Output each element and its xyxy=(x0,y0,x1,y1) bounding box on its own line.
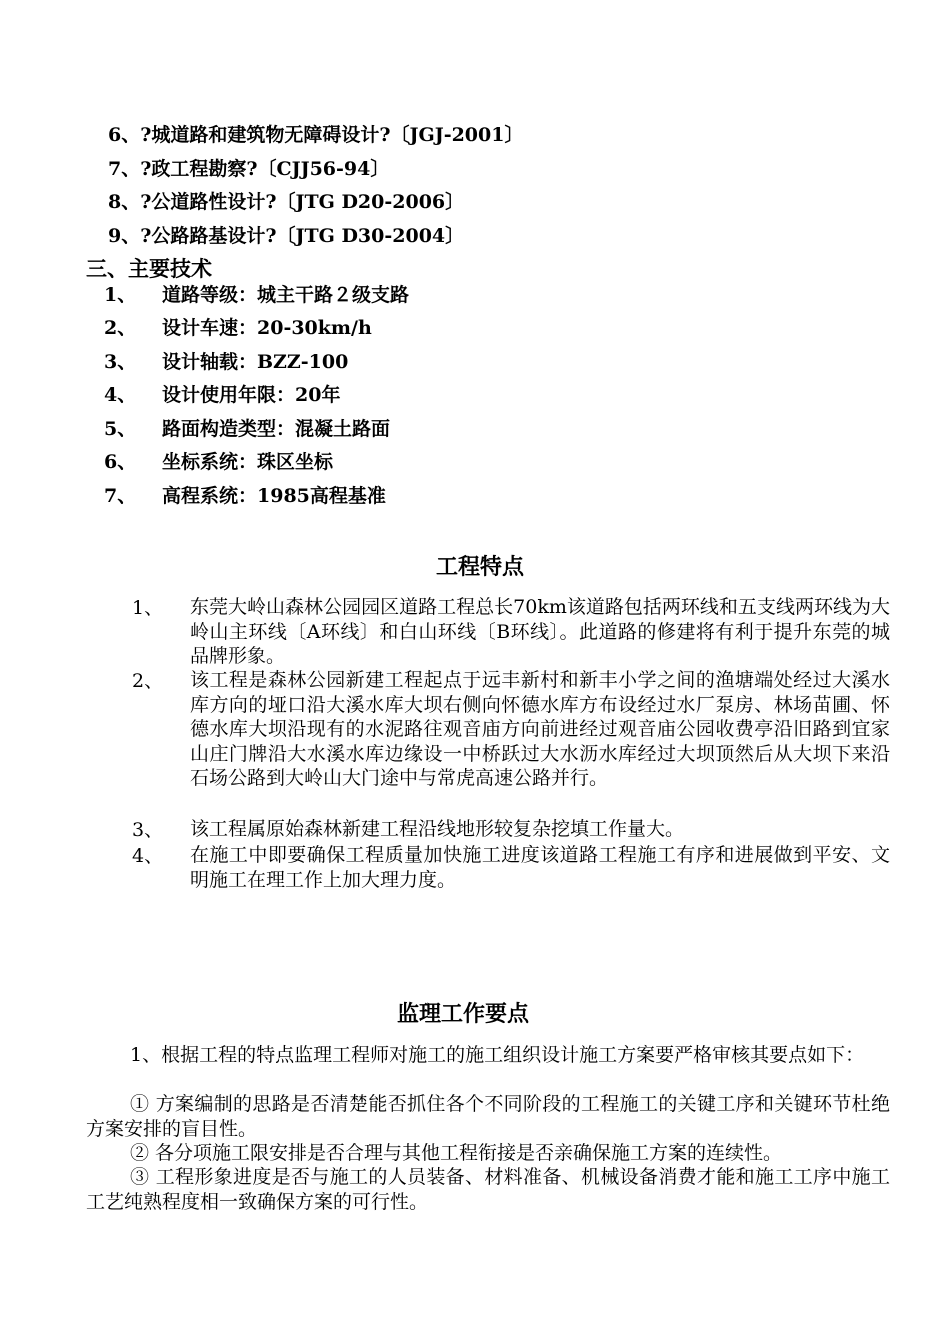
feature-item-number: 1、 xyxy=(132,597,164,619)
feature-item-number: 4、 xyxy=(132,845,164,867)
feature-item-number: 2、 xyxy=(132,670,164,692)
tech-item-text: 坐标系统：珠区坐标 xyxy=(162,451,334,473)
tech-item-number: 3、 xyxy=(104,351,137,373)
supervision-paragraph: 1、根据工程的特点监理工程师对施工的施工组织设计施工方案要严格审核其要点如下： xyxy=(130,1044,865,1066)
feature-item-number: 3、 xyxy=(132,819,164,841)
feature-item-text: 该工程属原始森林新建工程沿线地形较复杂挖填工作量大。 xyxy=(190,818,685,840)
feature-item-text: 在施工中即要确保工程质量加快施工进度该道路工程施工有序和进展做到平安、文明施工在理工作上加大理力度。 xyxy=(190,844,890,891)
reference-item: 9、?公路路基设计?〔JTG D30-2004〕 xyxy=(108,225,465,247)
tech-section-title: 三、主要技术 xyxy=(86,256,212,281)
reference-item: 6、?城道路和建筑物无障碍设计?〔JGJ-2001〕 xyxy=(108,124,524,146)
tech-item-number: 6、 xyxy=(104,451,137,473)
tech-item-text: 道路等级：城主干路２级支路 xyxy=(162,284,410,306)
supervision-heading: 监理工作要点 xyxy=(396,1001,529,1027)
tech-item-text: 路面构造类型：混凝土路面 xyxy=(162,418,391,440)
tech-item-number: 2、 xyxy=(104,317,137,339)
reference-item: 7、?政工程勘察?〔CJJ56-94〕 xyxy=(108,158,390,180)
tech-item-number: 4、 xyxy=(104,384,137,406)
tech-item-text: 设计轴载：BZZ-100 xyxy=(162,351,349,373)
reference-item: 8、?公道路性设计?〔JTG D20-2006〕 xyxy=(108,191,465,213)
tech-item-text: 高程系统：1985高程基准 xyxy=(162,485,386,507)
feature-item-text: 东莞大岭山森林公园园区道路工程总长70km该道路包括两环线和五支线两环线为大岭山主环线〔A环线〕和白山环线〔B环线〕。此道路的修建将有利于提升东莞的城品牌形象。 xyxy=(190,596,890,667)
supervision-paragraph: ③ 工程形象进度是否与施工的人员装备、材料准备、机械设备消费才能和施工工序中施工工艺纯熟程度相一致确保方案的可行性。 xyxy=(86,1166,890,1213)
tech-item-number: 5、 xyxy=(104,418,137,440)
tech-item-text: 设计使用年限：20年 xyxy=(162,384,341,406)
features-heading: 工程特点 xyxy=(435,554,524,580)
tech-item-number: 1、 xyxy=(104,284,137,306)
supervision-paragraph: ② 各分项施工限安排是否合理与其他工程衔接是否亲确保施工方案的连续性。 xyxy=(130,1142,783,1164)
tech-item-text: 设计车速：20-30km/h xyxy=(162,317,372,339)
tech-item-number: 7、 xyxy=(104,485,137,507)
supervision-paragraph: ① 方案编制的思路是否清楚能否抓住各个不同阶段的工程施工的关键工序和关键环节杜绝方案安排的盲目性。 xyxy=(86,1093,890,1140)
feature-item-text: 该工程是森林公园新建工程起点于远丰新村和新丰小学之间的渔塘端处经过大溪水库方向的垭口沿大溪水库大坝右侧向怀德水库方布设经过水厂泵房、林场苗圃、怀德水库大坝沿现有的水泥路往观音庙方向前进经过观音庙公园收费亭沿旧路到宜家山庄门牌沿大水溪水库边缘设一中桥跃过大水沥水库经过大坝顶然后从大坝下来沿石场公路到大岭山大门途中与常虎高速公路并行。 xyxy=(190,669,890,789)
